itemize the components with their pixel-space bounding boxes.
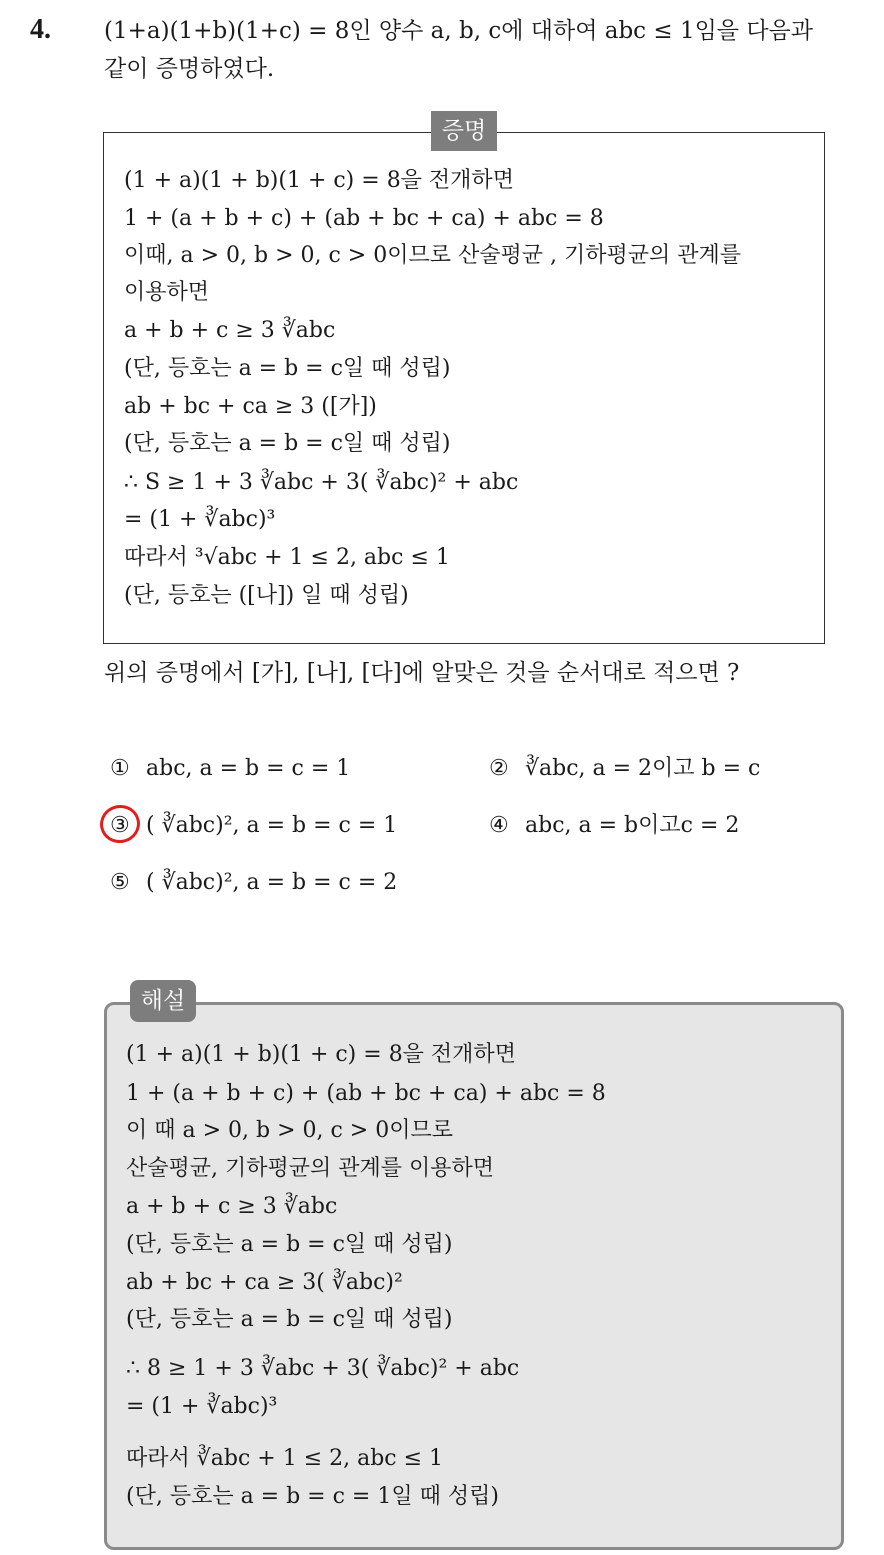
- proof-line: (단, 등호는 a = b = c일 때 성립): [124, 431, 451, 456]
- choice-2[interactable]: [489, 754, 760, 784]
- proof-line: 1 + (a + b + c) + (ab + bc + ca) + abc = 8: [124, 206, 604, 231]
- proof-line: (단, 등호는 ([나]) 일 때 성립): [124, 583, 409, 608]
- question-text-line-2: 같이 증명하였다.: [104, 56, 275, 82]
- solution-line: 1 + (a + b + c) + (ab + bc + ca) + abc = 8: [126, 1081, 606, 1106]
- proof-line: = (1 + ∛abc)³: [124, 507, 276, 532]
- solution-line: (단, 등호는 a = b = c일 때 성립): [126, 1232, 453, 1257]
- choice-1[interactable]: [110, 754, 350, 784]
- solution-line: ab + bc + ca ≥ 3( ∛abc)²: [126, 1270, 403, 1295]
- solution-line: 이 때 a > 0, b > 0, c > 0이므로: [126, 1118, 453, 1143]
- solution-line: (단, 등호는 a = b = c = 1일 때 성립): [126, 1484, 499, 1509]
- solution-tag: 해설: [130, 980, 196, 1022]
- proof-line: ab + bc + ca ≥ 3 ([가]): [124, 394, 377, 419]
- question-prompt: 위의 증명에서 [가], [나], [다]에 알맞은 것을 순서대로 적으면 ?: [104, 660, 740, 686]
- proof-line: 따라서 ³√abc + 1 ≤ 2, abc ≤ 1: [124, 545, 450, 570]
- question-number: 4.: [30, 14, 51, 45]
- choice-text: ∛abc, a = 2이고 b = c: [525, 756, 761, 781]
- proof-line: 이때, a > 0, b > 0, c > 0이므로 산술평균 , 기하평균의 관계를: [124, 243, 741, 268]
- proof-line: (1 + a)(1 + b)(1 + c) = 8을 전개하면: [124, 168, 514, 193]
- solution-line: = (1 + ∛abc)³: [126, 1394, 278, 1419]
- choice-4[interactable]: [489, 811, 739, 841]
- choice-5[interactable]: [110, 868, 397, 898]
- choice-number: ⑤: [110, 870, 130, 895]
- solution-line: 따라서 ∛abc + 1 ≤ 2, abc ≤ 1: [126, 1446, 444, 1471]
- proof-line: (단, 등호는 a = b = c일 때 성립): [124, 356, 451, 381]
- solution-line: 산술평균, 기하평균의 관계를 이용하면: [126, 1156, 495, 1181]
- question-text-line-1: (1+a)(1+b)(1+c) = 8인 양수 a, b, c에 대하여 abc ≤ 1임을 다음과: [104, 18, 813, 44]
- choice-text: abc, a = b이고c = 2: [525, 813, 740, 838]
- choice-text: abc, a = b = c = 1: [146, 756, 351, 781]
- choice-number: ④: [489, 813, 509, 838]
- choice-text: ( ∛abc)², a = b = c = 2: [146, 870, 398, 895]
- choice-number: ①: [110, 756, 130, 781]
- proof-tag: 증명: [431, 111, 497, 151]
- solution-line: ∴ 8 ≥ 1 + 3 ∛abc + 3( ∛abc)² + abc: [126, 1356, 520, 1381]
- choice-number: ②: [489, 756, 509, 781]
- solution-line: a + b + c ≥ 3 ∛abc: [126, 1194, 338, 1219]
- proof-line: ∴ S ≥ 1 + 3 ∛abc + 3( ∛abc)² + abc: [124, 470, 519, 495]
- choice-3[interactable]: [110, 811, 397, 841]
- proof-line: a + b + c ≥ 3 ∛abc: [124, 318, 336, 343]
- solution-line: (1 + a)(1 + b)(1 + c) = 8을 전개하면: [126, 1042, 516, 1067]
- choice-text: ( ∛abc)², a = b = c = 1: [146, 813, 398, 838]
- solution-line: (단, 등호는 a = b = c일 때 성립): [126, 1307, 453, 1332]
- proof-line: 이용하면: [124, 280, 210, 305]
- choice-number: ③: [110, 813, 130, 838]
